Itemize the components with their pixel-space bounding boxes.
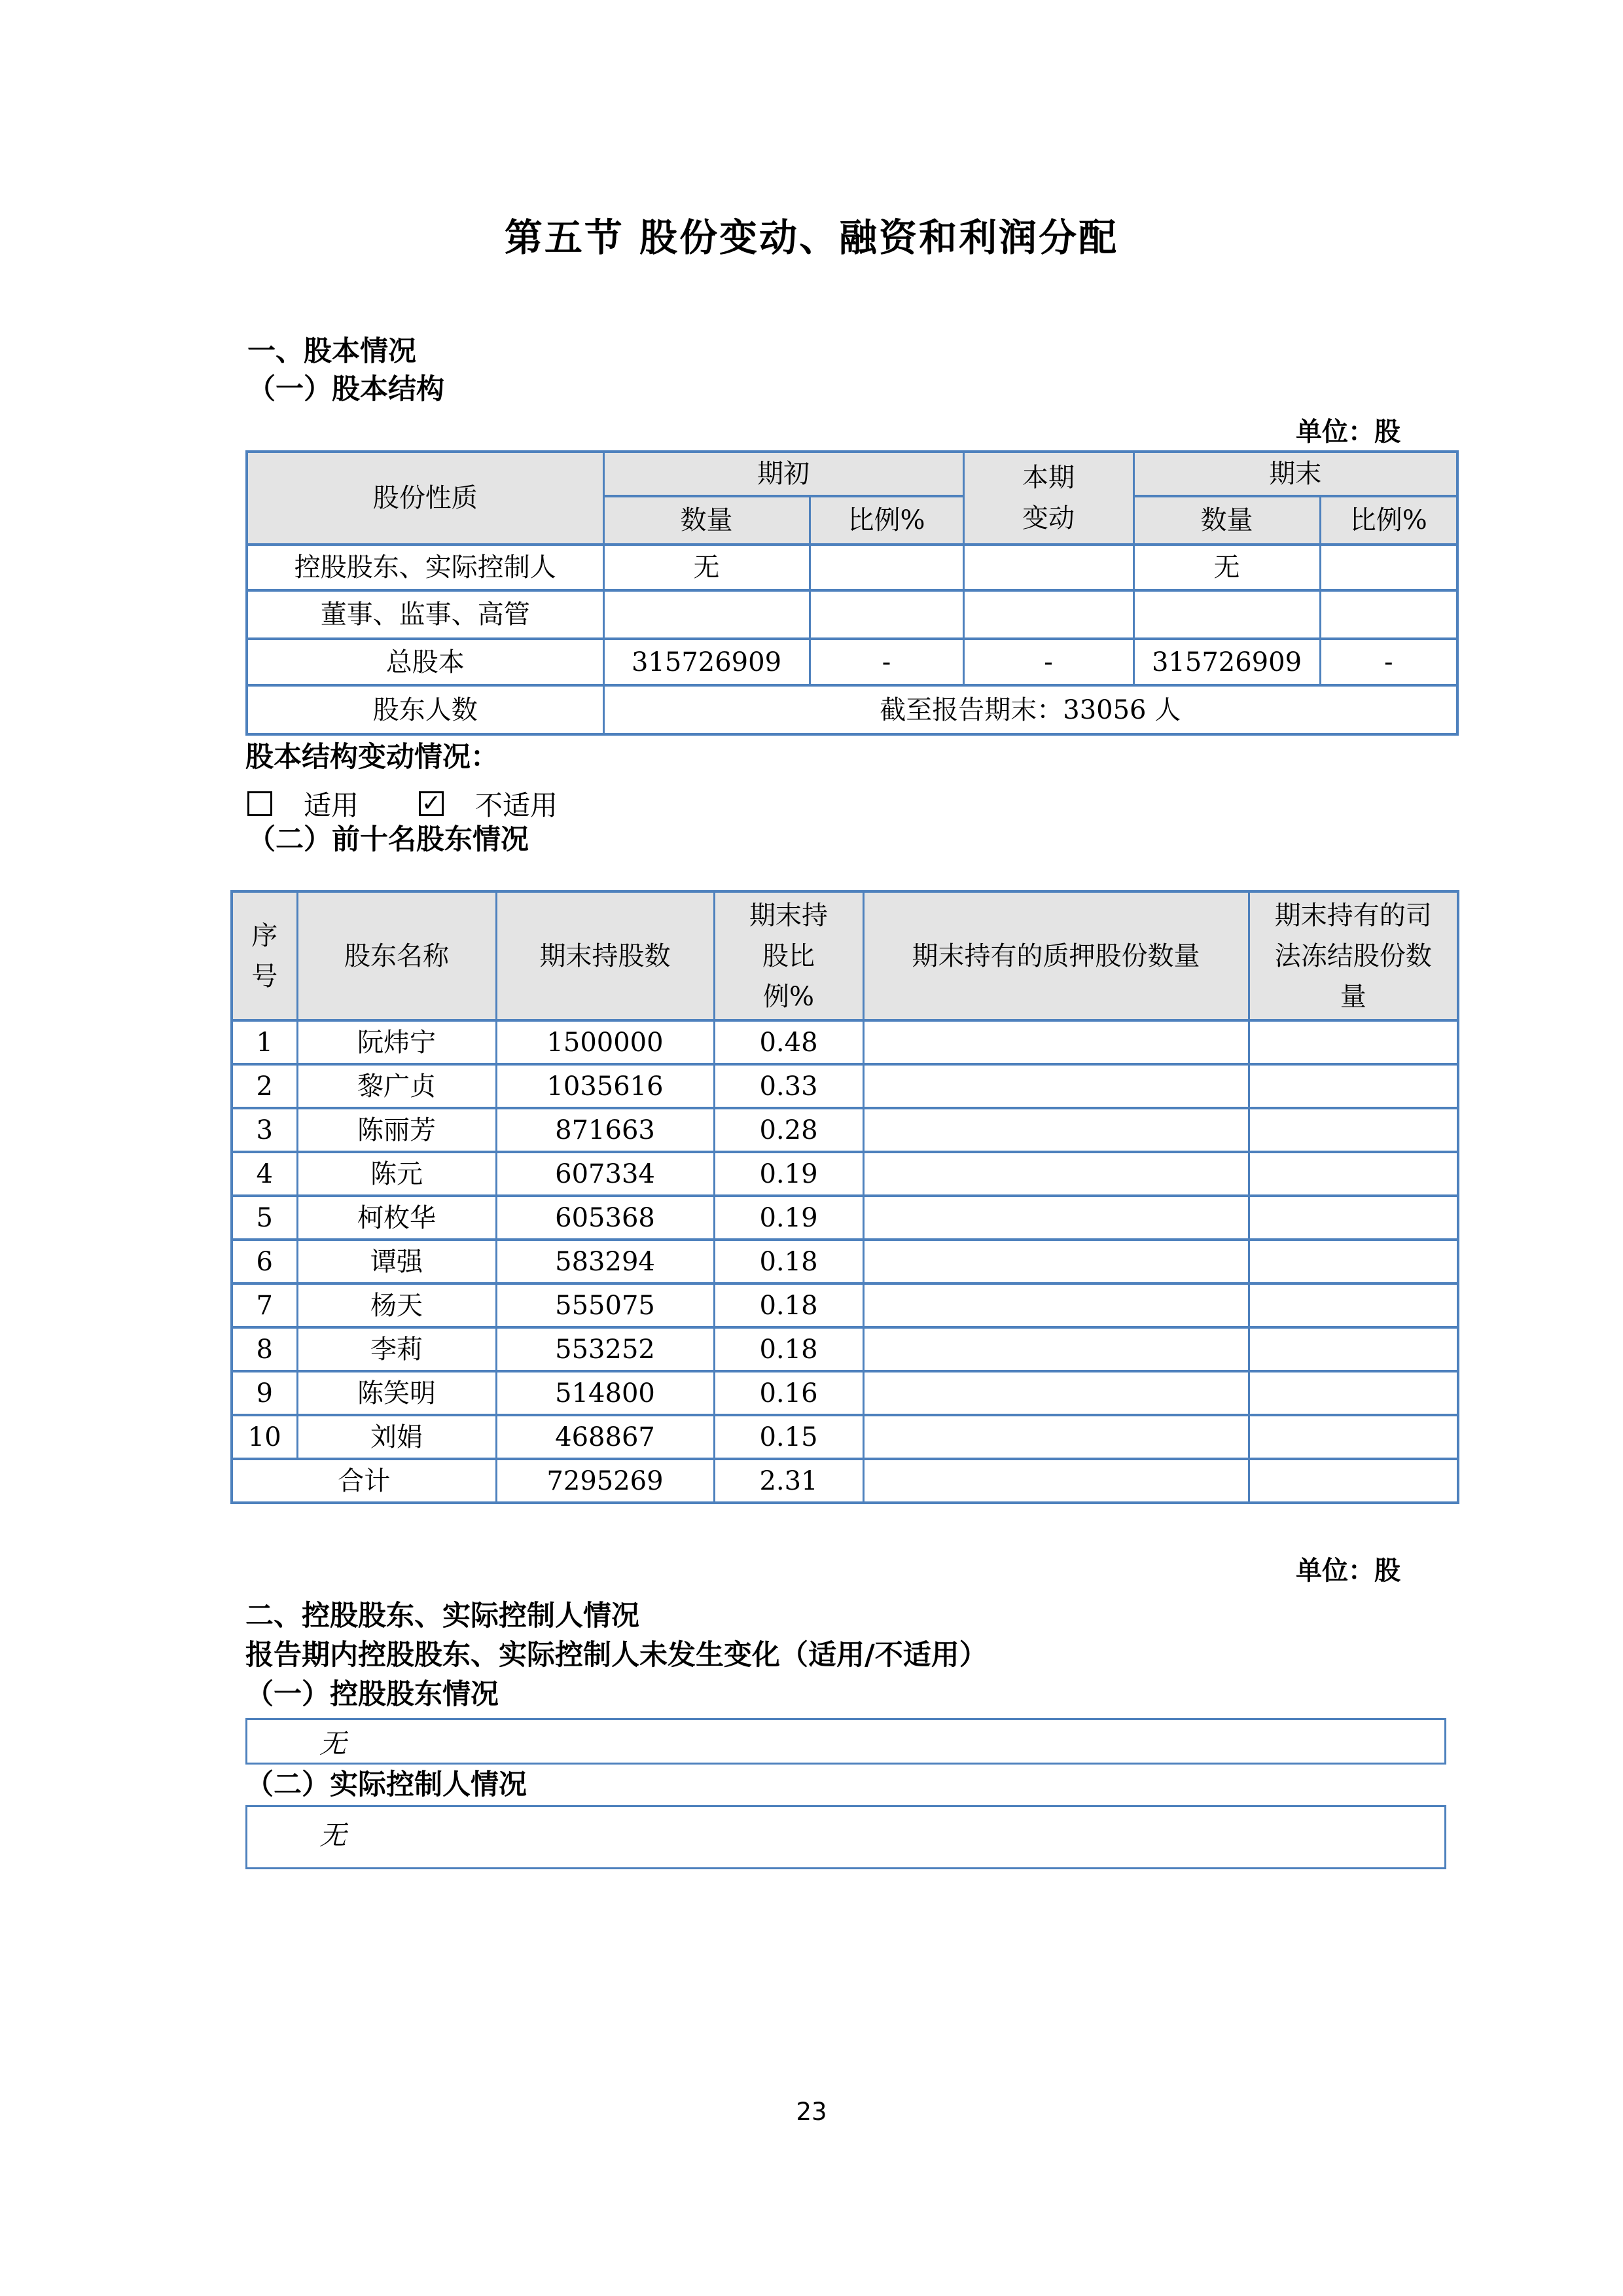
unit-label-1: 单位：股: [1296, 416, 1400, 447]
cell-frozen: [1249, 1240, 1458, 1283]
cell-no: 1: [232, 1020, 297, 1064]
cell-frozen: [1249, 1283, 1458, 1327]
table-row: [232, 1108, 1458, 1152]
cell-ratio: 0.48: [714, 1020, 863, 1064]
cell-begin-ratio: [810, 545, 963, 590]
cell-shares: 605368: [496, 1196, 714, 1240]
cell-ratio: 0.19: [714, 1152, 863, 1196]
holding-shareholder-box: [245, 1718, 1446, 1765]
cell-name: 黎广贞: [297, 1064, 496, 1108]
col-header-pledged: 期末持有的质押股份数量: [863, 891, 1249, 1020]
heading-structure-change: 股本结构变动情况：: [245, 741, 499, 774]
col-header-qty-begin: 数量: [603, 496, 810, 545]
subheading-holding-shareholder: （一）控股股东情况: [245, 1678, 499, 1711]
col-header-change: 本期变动: [963, 452, 1133, 545]
cell-pledged: [863, 1064, 1249, 1108]
cell-no: 7: [232, 1283, 297, 1327]
cell-ratio: 0.33: [714, 1064, 863, 1108]
cell-end-qty: [1133, 590, 1320, 639]
cell-no: 2: [232, 1064, 297, 1108]
applicability-row: [247, 784, 558, 823]
table-row: [232, 1371, 1458, 1415]
cell-ratio: 0.16: [714, 1371, 863, 1415]
cell-shares: 468867: [496, 1415, 714, 1459]
table-header-row: [247, 452, 1457, 496]
cell-name: 谭强: [297, 1240, 496, 1283]
cell-name: 陈丽芳: [297, 1108, 496, 1152]
cell-shares: 583294: [496, 1240, 714, 1283]
cell-shares: 514800: [496, 1371, 714, 1415]
col-header-qty-end: 数量: [1133, 496, 1320, 545]
cell-shares: 871663: [496, 1108, 714, 1152]
col-header-frozen: 期末持有的司法冻结股份数量: [1249, 891, 1458, 1020]
subheading-top10: （二）前十名股东情况: [247, 823, 529, 856]
cell-shares: 555075: [496, 1283, 714, 1327]
page-number: 23: [796, 2098, 827, 2126]
cell-pledged: [863, 1152, 1249, 1196]
heading-controller: 二、控股股东、实际控制人情况: [245, 1600, 639, 1632]
table-row: [232, 1283, 1458, 1327]
actual-controller-box: [245, 1805, 1446, 1869]
cell-nature: 总股本: [247, 639, 603, 685]
cell-pledged: [863, 1240, 1249, 1283]
cell-end-ratio: [1320, 545, 1457, 590]
applicable-label: 适用: [304, 789, 359, 821]
table-row: [232, 1415, 1458, 1459]
table-row: [247, 639, 1457, 685]
cell-shares: 1500000: [496, 1020, 714, 1064]
cell-no: 9: [232, 1371, 297, 1415]
cell-ratio: 0.28: [714, 1108, 863, 1152]
cell-frozen: [1249, 1064, 1458, 1108]
cell-pledged: [863, 1415, 1249, 1459]
page-title: 第五节 股份变动、融资和利润分配: [504, 215, 1119, 260]
cell-name: 刘娟: [297, 1415, 496, 1459]
checkbox-unchecked-icon: [247, 791, 272, 816]
cell-pledged: [863, 1020, 1249, 1064]
cell-total-label: 合计: [232, 1459, 496, 1503]
cell-pledged: [863, 1327, 1249, 1371]
col-header-ratio-end: 比例%: [1320, 496, 1457, 545]
table-row: [232, 1196, 1458, 1240]
table-row: [232, 1064, 1458, 1108]
cell-total-pledged: [863, 1459, 1249, 1503]
actual-controller-value: 无: [319, 1820, 346, 1851]
unit-label-2: 单位：股: [1296, 1555, 1400, 1586]
top10-shareholders-table: [230, 890, 1459, 1504]
holding-shareholder-value: 无: [319, 1728, 346, 1759]
subheading-actual-controller: （二）实际控制人情况: [245, 1768, 527, 1801]
cell-no: 10: [232, 1415, 297, 1459]
cell-end-ratio: -: [1320, 639, 1457, 685]
cell-ratio: 0.19: [714, 1196, 863, 1240]
cell-no: 8: [232, 1327, 297, 1371]
cell-begin-qty: 315726909: [603, 639, 810, 685]
cell-pledged: [863, 1196, 1249, 1240]
cell-name: 李莉: [297, 1327, 496, 1371]
cell-frozen: [1249, 1371, 1458, 1415]
cell-pledged: [863, 1371, 1249, 1415]
cell-begin-qty: [603, 590, 810, 639]
cell-ratio: 0.18: [714, 1240, 863, 1283]
cell-no: 4: [232, 1152, 297, 1196]
cell-nature: 控股股东、实际控制人: [247, 545, 603, 590]
subheading-share-structure: （一）股本结构: [247, 373, 444, 406]
cell-nature: 董事、监事、高管: [247, 590, 603, 639]
cell-frozen: [1249, 1196, 1458, 1240]
cell-begin-qty: 无: [603, 545, 810, 590]
cell-shares: 1035616: [496, 1064, 714, 1108]
col-header-name: 股东名称: [297, 891, 496, 1020]
cell-name: 陈元: [297, 1152, 496, 1196]
col-header-no: 序号: [232, 891, 297, 1020]
col-header-beginning: 期初: [603, 452, 963, 496]
cell-shares: 553252: [496, 1327, 714, 1371]
col-header-ending: 期末: [1133, 452, 1457, 496]
cell-pledged: [863, 1283, 1249, 1327]
cell-frozen: [1249, 1415, 1458, 1459]
table-total-row: [232, 1459, 1458, 1503]
table-row: [232, 1020, 1458, 1064]
col-header-ratio: 期末持股比例%: [714, 891, 863, 1020]
not-applicable-label: 不适用: [475, 789, 558, 821]
cell-change: [963, 590, 1133, 639]
table-row: [232, 1152, 1458, 1196]
table-row: [247, 590, 1457, 639]
cell-name: 柯枚华: [297, 1196, 496, 1240]
cell-name: 阮炜宁: [297, 1020, 496, 1064]
cell-frozen: [1249, 1020, 1458, 1064]
share-structure-table: [245, 450, 1459, 736]
cell-change: [963, 545, 1133, 590]
cell-name: 陈笑明: [297, 1371, 496, 1415]
cell-end-qty: 315726909: [1133, 639, 1320, 685]
cell-end-qty: 无: [1133, 545, 1320, 590]
heading-share-capital: 一、股本情况: [247, 335, 416, 368]
cell-begin-ratio: [810, 590, 963, 639]
cell-frozen: [1249, 1108, 1458, 1152]
controller-note: 报告期内控股股东、实际控制人未发生变化（适用/不适用）: [245, 1639, 988, 1672]
cell-ratio: 0.18: [714, 1327, 863, 1371]
cell-total-shares: 7295269: [496, 1459, 714, 1503]
checkbox-checked-icon: ✓: [419, 791, 444, 816]
cell-no: 6: [232, 1240, 297, 1283]
cell-total-frozen: [1249, 1459, 1458, 1503]
cell-ratio: 0.15: [714, 1415, 863, 1459]
cell-change: -: [963, 639, 1133, 685]
cell-name: 杨天: [297, 1283, 496, 1327]
col-header-shares: 期末持股数: [496, 891, 714, 1020]
col-header-ratio-begin: 比例%: [810, 496, 963, 545]
col-header-nature: 股份性质: [247, 452, 603, 545]
table-row-holders: [247, 685, 1457, 734]
table-header-row: [232, 891, 1458, 1020]
cell-end-ratio: [1320, 590, 1457, 639]
cell-frozen: [1249, 1327, 1458, 1371]
cell-no: 5: [232, 1196, 297, 1240]
cell-frozen: [1249, 1152, 1458, 1196]
table-row: [232, 1327, 1458, 1371]
cell-ratio: 0.18: [714, 1283, 863, 1327]
cell-no: 3: [232, 1108, 297, 1152]
cell-pledged: [863, 1108, 1249, 1152]
cell-begin-ratio: -: [810, 639, 963, 685]
table-row: [247, 545, 1457, 590]
cell-holders-value: 截至报告期末：33056 人: [603, 685, 1457, 734]
table-row: [232, 1240, 1458, 1283]
cell-shares: 607334: [496, 1152, 714, 1196]
cell-total-ratio: 2.31: [714, 1459, 863, 1503]
cell-holders-label: 股东人数: [247, 685, 603, 734]
